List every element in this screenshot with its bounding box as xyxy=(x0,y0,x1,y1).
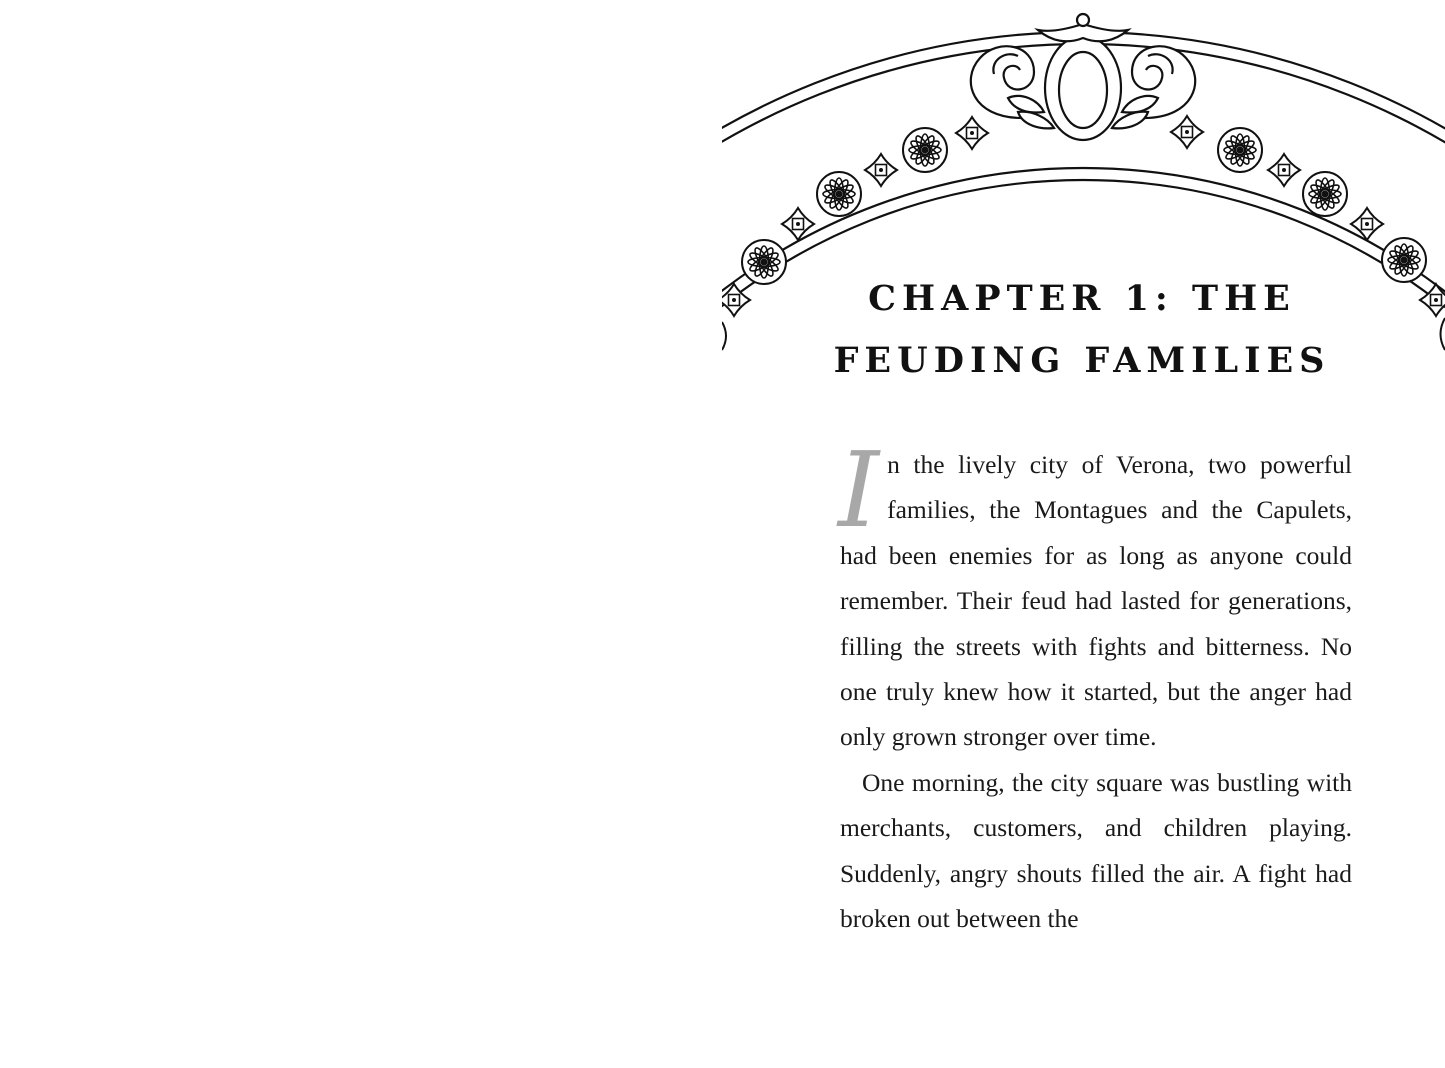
daisy-icon xyxy=(817,172,861,216)
daisy-icon xyxy=(1218,128,1262,172)
chapter-title xyxy=(832,268,1332,392)
right-page xyxy=(722,0,1445,1068)
paragraph-2: One morning, the city square was bustling with merchants, customers, and children playing. Suddenly, angry shouts filled the air. A fight had broken out between the xyxy=(840,767,1352,934)
daisy-icon xyxy=(742,240,786,284)
diamond-icon xyxy=(956,117,988,149)
chapter-title-line-2: FEUDING FAMILIES xyxy=(833,340,1331,381)
chapter-body xyxy=(838,429,1352,941)
diamond-icon xyxy=(865,154,897,186)
daisy-icon xyxy=(903,128,947,172)
daisy-icon xyxy=(1382,238,1426,282)
diamond-icon xyxy=(1171,116,1203,148)
paragraph-1 xyxy=(838,429,1352,760)
crest-icon xyxy=(971,14,1195,140)
diamond-icon xyxy=(1268,154,1300,186)
daisy-icon xyxy=(1303,172,1347,216)
left-page-blank xyxy=(0,0,722,1068)
drop-cap: I xyxy=(838,429,880,551)
paragraph-1-text: n the lively city of Verona, two powerful families, the Montagues and the Capulets, had been enemies for as long as anyone could remember. Their feud had lasted for generations, filling the streets with fights and bitterness. No one truly knew how it started, but the anger had only grown stronger over time. xyxy=(840,450,1352,752)
chapter-title-line-1: CHAPTER 1: THE xyxy=(868,278,1296,319)
